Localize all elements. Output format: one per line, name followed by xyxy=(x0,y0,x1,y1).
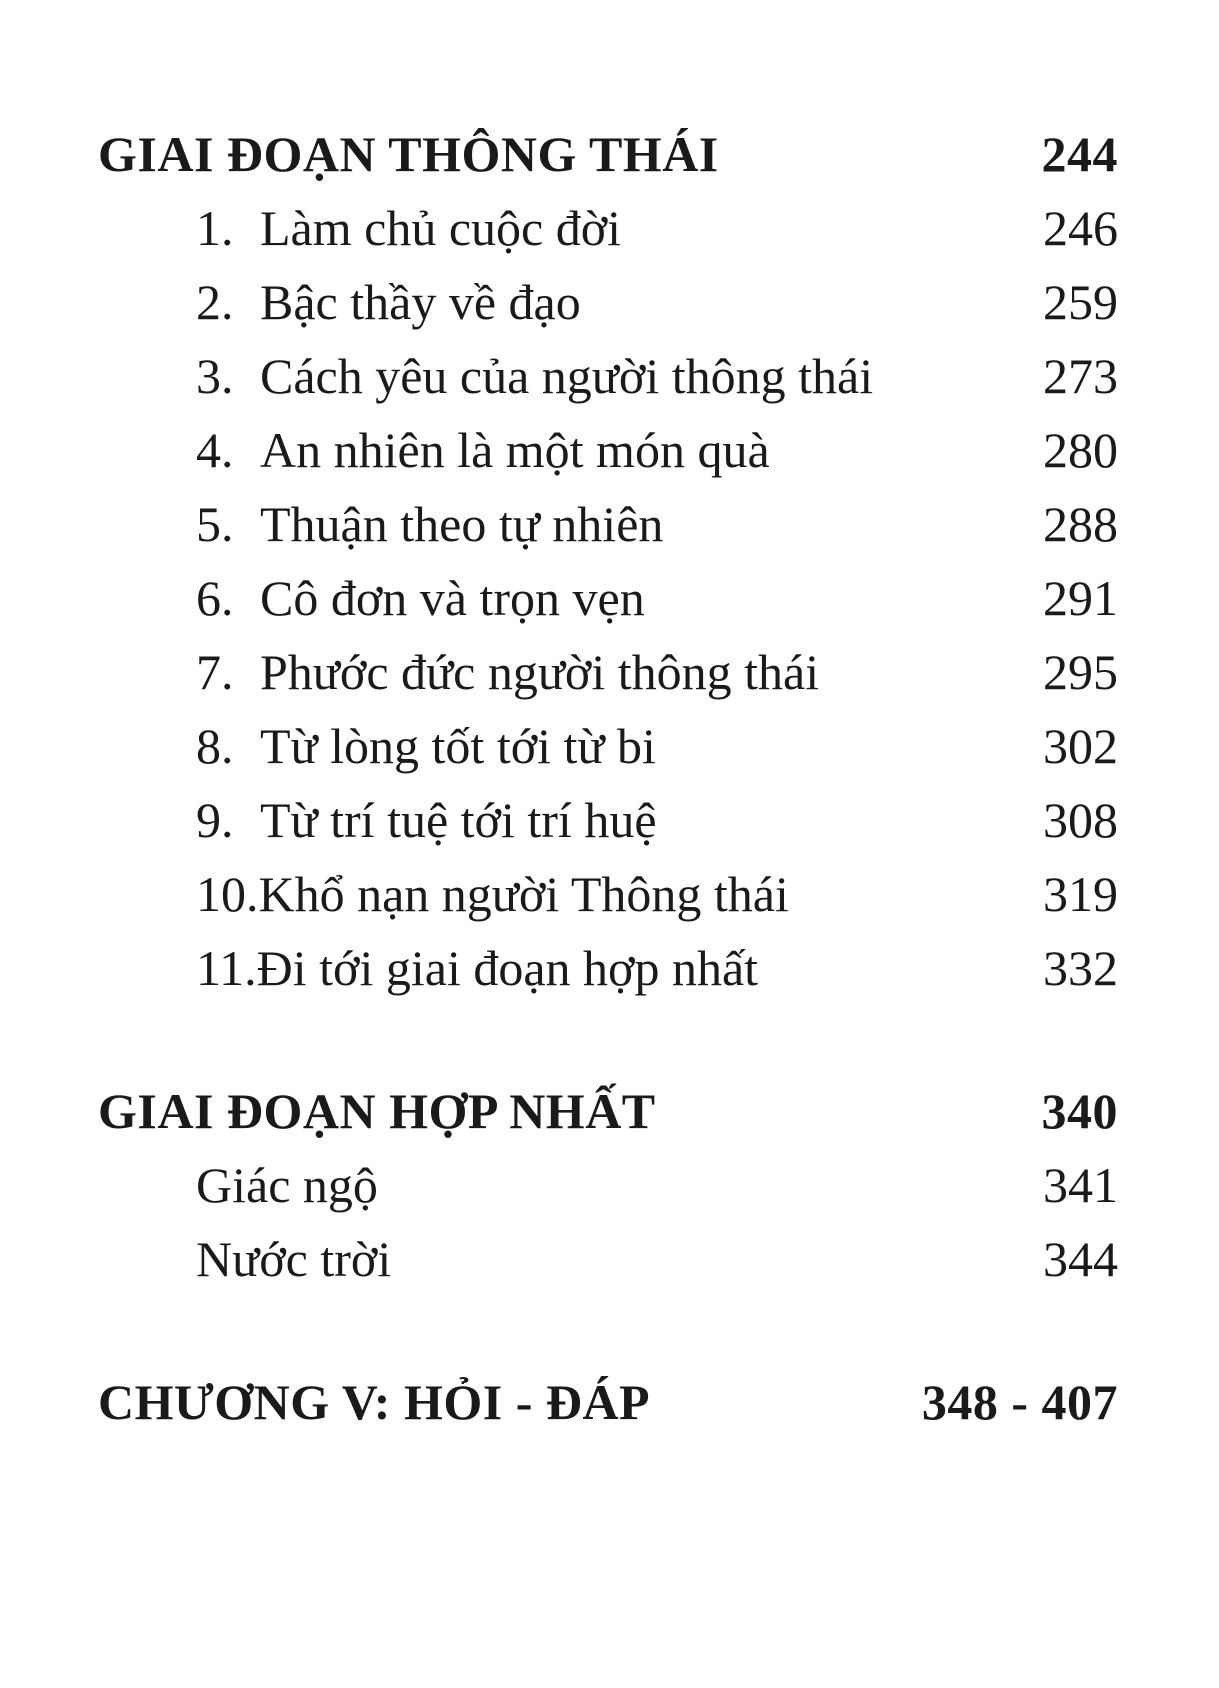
section-title: CHƯƠNG V: HỎI - ĐÁP xyxy=(98,1374,651,1430)
entry-title: Làm chủ cuộc đời xyxy=(260,200,622,256)
entry-title: Thuận theo tự nhiên xyxy=(260,496,664,552)
entry-number: 1. xyxy=(196,200,234,256)
toc-entry xyxy=(98,347,1118,405)
entry-number: 3. xyxy=(196,348,234,404)
entry-page-number: 341 xyxy=(1043,1157,1118,1213)
toc-entry xyxy=(98,569,1118,627)
toc-section-heading xyxy=(98,125,1118,183)
entry-page-number: 259 xyxy=(1043,274,1118,330)
entry-page-number: 302 xyxy=(1043,718,1118,774)
toc-entry xyxy=(98,199,1118,257)
entry-title: Nước trời xyxy=(196,1231,392,1287)
entry-page-number: 246 xyxy=(1043,200,1118,256)
section-page-number: 244 xyxy=(1041,126,1118,182)
section-title: GIAI ĐOẠN THÔNG THÁI xyxy=(98,126,719,182)
toc-entry xyxy=(98,643,1118,701)
toc-entry xyxy=(98,717,1118,775)
entry-title: Từ lòng tốt tới từ bi xyxy=(260,718,656,774)
entry-number: 2. xyxy=(196,274,234,330)
toc-section-heading xyxy=(98,1373,1118,1431)
toc-entry xyxy=(98,939,1118,997)
entry-title: An nhiên là một món quà xyxy=(260,422,770,478)
entry-page-number: 280 xyxy=(1043,422,1118,478)
entry-title: Bậc thầy về đạo xyxy=(260,274,581,330)
toc-entry xyxy=(98,791,1118,849)
entry-title: Từ trí tuệ tới trí huệ xyxy=(260,792,657,848)
toc-entry xyxy=(98,865,1118,923)
entry-page-number: 319 xyxy=(1043,866,1118,922)
entry-title: Đi tới giai đoạn hợp nhất xyxy=(256,940,759,996)
toc-entry xyxy=(98,421,1118,479)
entry-number: 6. xyxy=(196,570,234,626)
toc-entry xyxy=(98,273,1118,331)
toc-entry xyxy=(98,495,1118,553)
toc-entry xyxy=(98,1156,1118,1214)
entry-title: Cách yêu của người thông thái xyxy=(260,348,874,404)
toc-entry xyxy=(98,1230,1118,1288)
entry-number: 9. xyxy=(196,792,234,848)
toc-section-heading xyxy=(98,1082,1118,1140)
section-title: GIAI ĐOẠN HỢP NHẤT xyxy=(98,1083,656,1139)
entry-number: 8. xyxy=(196,718,234,774)
entry-title: Giác ngộ xyxy=(196,1157,378,1213)
section-page-number: 348 - 407 xyxy=(921,1374,1118,1430)
entry-title: Phước đức người thông thái xyxy=(260,644,820,700)
entry-title: Cô đơn và trọn vẹn xyxy=(260,570,645,626)
entry-page-number: 288 xyxy=(1043,496,1118,552)
entry-page-number: 291 xyxy=(1043,570,1118,626)
entry-number: 10. xyxy=(196,866,259,922)
entry-number: 4. xyxy=(196,422,234,478)
entry-page-number: 344 xyxy=(1043,1231,1118,1287)
entry-number: 11. xyxy=(196,940,257,996)
entry-page-number: 308 xyxy=(1043,792,1118,848)
entry-number: 7. xyxy=(196,644,234,700)
entry-title: Khổ nạn người Thông thái xyxy=(258,866,789,922)
entry-page-number: 295 xyxy=(1043,644,1118,700)
entry-page-number: 273 xyxy=(1043,348,1118,404)
entry-page-number: 332 xyxy=(1043,940,1118,996)
entry-number: 5. xyxy=(196,496,234,552)
section-page-number: 340 xyxy=(1041,1083,1118,1139)
